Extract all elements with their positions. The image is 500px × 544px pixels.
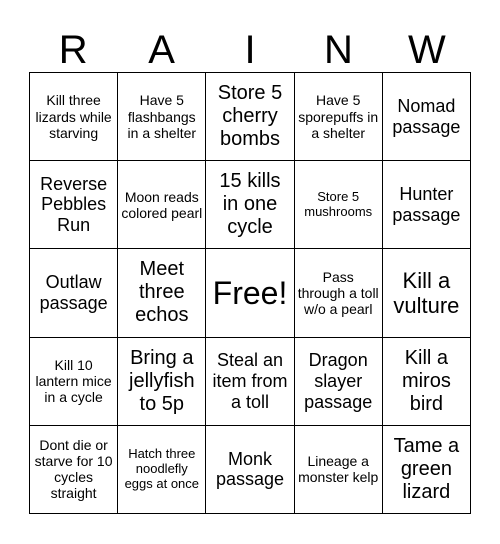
bingo-cell[interactable] <box>30 426 118 514</box>
cell-text: Have 5 sporepuffs in a shelter <box>298 92 379 141</box>
bingo-cell[interactable] <box>206 338 294 426</box>
header-letter-w: W <box>407 28 446 72</box>
bingo-cell[interactable] <box>118 161 206 249</box>
header-letter-i: I <box>244 28 256 72</box>
bingo-cell[interactable] <box>118 249 206 337</box>
bingo-cell[interactable] <box>118 73 206 161</box>
bingo-cell[interactable] <box>295 249 383 337</box>
bingo-cell[interactable] <box>118 338 206 426</box>
bingo-cell[interactable] <box>30 338 118 426</box>
cell-text: Bring a jellyfish to 5p <box>129 346 195 415</box>
cell-text: Kill a miros bird <box>401 346 451 415</box>
bingo-board <box>29 72 471 514</box>
bingo-cell[interactable] <box>30 249 118 337</box>
cell-text: Moon reads colored pearl <box>121 188 203 221</box>
bingo-cell[interactable] <box>118 426 206 514</box>
bingo-cell[interactable] <box>295 426 383 514</box>
bingo-cell[interactable] <box>295 73 383 161</box>
bingo-cell[interactable] <box>383 161 471 249</box>
bingo-cell[interactable] <box>30 73 118 161</box>
bingo-cell[interactable] <box>206 161 294 249</box>
cell-text: Store 5 cherry bombs <box>217 82 283 151</box>
cell-text: Pass through a toll w/o a pearl <box>297 268 379 318</box>
bingo-cell[interactable] <box>206 73 294 161</box>
cell-text: Reverse Pebbles Run <box>40 173 108 236</box>
cell-text: Outlaw passage <box>39 272 108 313</box>
cell-text: Hatch three noodlefly eggs at once <box>124 445 200 491</box>
header-letter-a: A <box>148 28 175 72</box>
cell-text: Lineage a monster kelp <box>298 453 379 486</box>
cell-text: Free! <box>212 274 288 311</box>
cell-text: 15 kills in one cycle <box>219 170 281 239</box>
cell-text: Kill a vulture <box>393 267 460 318</box>
cell-text: Steal an item from a toll <box>212 350 288 412</box>
cell-text: Monk passage <box>215 448 285 490</box>
bingo-cell[interactable] <box>383 338 471 426</box>
cell-text: Meet three echos <box>135 258 189 327</box>
bingo-cell[interactable] <box>206 426 294 514</box>
cell-text: Kill three lizards while starving <box>35 92 112 141</box>
bingo-cell[interactable] <box>30 161 118 249</box>
cell-text: Tame a green lizard <box>393 434 460 503</box>
bingo-cell[interactable] <box>295 338 383 426</box>
cell-text: Hunter passage <box>392 184 461 225</box>
header-letter-n: N <box>323 28 353 72</box>
cell-text: Nomad passage <box>392 95 461 137</box>
bingo-cell[interactable] <box>383 249 471 337</box>
bingo-header <box>29 28 471 72</box>
bingo-cell[interactable] <box>383 426 471 514</box>
bingo-cell[interactable] <box>295 161 383 249</box>
cell-text: Have 5 flashbangs in a shelter <box>127 92 197 141</box>
header-letter-r: R <box>58 28 88 72</box>
cell-text: Store 5 mushrooms <box>304 188 373 219</box>
free-space-cell[interactable] <box>206 249 294 337</box>
cell-text: Kill 10 lantern mice in a cycle <box>35 357 112 406</box>
cell-text: Dont die or starve for 10 cycles straight <box>34 437 113 502</box>
cell-text: Dragon slayer passage <box>304 350 373 412</box>
bingo-cell[interactable] <box>383 73 471 161</box>
